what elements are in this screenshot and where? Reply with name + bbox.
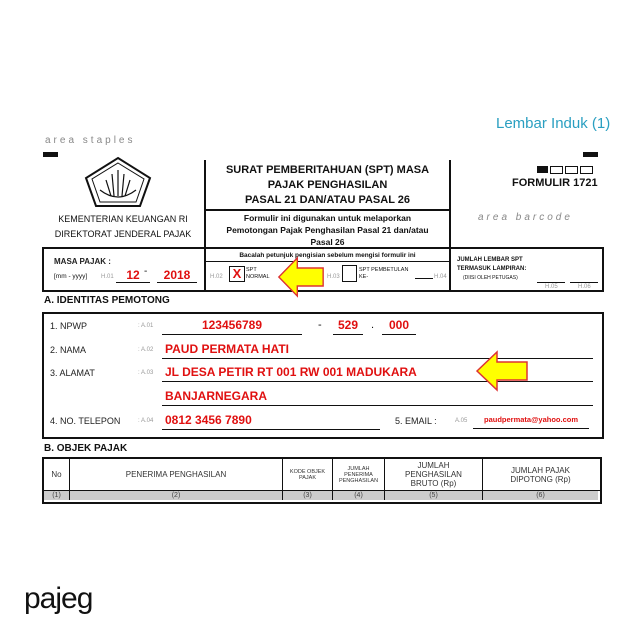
column-number: (5) — [385, 491, 483, 500]
field-code: H.06 — [578, 284, 591, 290]
alamat-field-line2[interactable]: BANJARNEGARA — [162, 389, 593, 406]
masa-format: [mm - yyyy] — [54, 273, 88, 280]
section-a-heading: A. IDENTITAS PEMOTONG — [44, 295, 170, 306]
telepon-field[interactable]: 0812 3456 7890 — [162, 413, 380, 430]
section-b-heading: B. OBJEK PAJAK — [44, 443, 128, 454]
field-code: H.02 — [210, 274, 223, 280]
ministry-logo — [84, 156, 152, 208]
field-code: : A.03 — [138, 370, 154, 376]
lampiran-note: (DIISI OLEH PETUGAS) — [463, 275, 518, 281]
field-code: H.05 — [545, 284, 558, 290]
npwp-code-field[interactable]: 000 — [382, 318, 416, 335]
sheet-label: Lembar Induk (1) — [496, 115, 611, 132]
column-header: No — [44, 459, 70, 490]
arrow-pointer-icon — [277, 256, 325, 298]
npwp-branch-field[interactable]: 529 — [333, 318, 363, 335]
nama-label: 2. NAMA — [50, 345, 87, 355]
spt-normal-checkbox[interactable]: X — [229, 266, 245, 282]
brand-logo: pajeg — [24, 582, 93, 615]
form-description: Formulir ini digunakan untuk melaporkan — [243, 213, 412, 223]
instruction: Bacalah petunjuk pengisian sebelum mengisi formulir ini — [239, 252, 416, 259]
npwp-label: 1. NPWP — [50, 321, 88, 331]
field-code: A.05 — [455, 418, 468, 424]
spt-pembetulan-checkbox[interactable] — [342, 265, 357, 282]
separator: - — [318, 319, 322, 331]
form-title: PASAL 21 DAN/ATAU PASAL 26 — [244, 194, 411, 206]
masa-label: MASA PAJAK : — [54, 257, 111, 266]
separator: - — [144, 266, 148, 277]
form-description: Pemotongan Pajak Penghasilan Pasal 21 dan/atau — [226, 225, 429, 235]
field-code: : A.02 — [138, 347, 154, 353]
masa-year[interactable]: 2018 — [157, 268, 197, 283]
area-barcode: area barcode — [478, 212, 573, 223]
email-field[interactable]: paudpermata@yahoo.com — [473, 415, 589, 429]
form-title: PAJAK PENGHASILAN — [267, 179, 388, 191]
field-code: H.04 — [434, 274, 447, 280]
lampiran-label: JUMLAH LEMBAR SPT — [457, 257, 523, 263]
area-staples: area staples — [45, 135, 136, 146]
column-number: (3) — [283, 491, 333, 500]
nama-field[interactable]: PAUD PERMATA HATI — [162, 342, 593, 359]
column-number: (4) — [333, 491, 385, 500]
arrow-pointer-icon — [475, 350, 529, 392]
field-code: : A.01 — [138, 323, 154, 329]
column-header: KODE OBJEK PAJAK — [283, 459, 333, 490]
field-code: H.01 — [101, 274, 114, 280]
separator: . — [371, 319, 375, 331]
column-number: (1) — [44, 491, 70, 500]
column-header: JUMLAH PAJAK DIPOTONG (Rp) — [510, 465, 571, 484]
staple-mark — [43, 152, 58, 157]
column-number: (2) — [70, 491, 283, 500]
column-header: JUMLAH PENERIMA PENGHASILAN — [333, 459, 385, 490]
sheet-indicator — [537, 166, 593, 174]
column-number: (6) — [483, 491, 598, 500]
column-header: JUMLAH PENGHASILAN BRUTO (Rp) — [385, 459, 483, 490]
npwp-field[interactable]: 123456789 — [162, 318, 302, 335]
form-description: Pasal 26 — [310, 237, 345, 247]
divider — [204, 209, 451, 211]
form-code: FORMULIR 1721 — [512, 177, 598, 189]
telepon-label: 4. NO. TELEPON — [50, 416, 121, 426]
field-code: : A.04 — [138, 418, 154, 424]
spt-pembetulan-label: SPT PEMBETULAN KE- — [359, 267, 409, 280]
alamat-label: 3. ALAMAT — [50, 368, 95, 378]
field-code: H.03 — [327, 274, 340, 280]
barcode-mark — [583, 152, 598, 157]
directorate-name: DIREKTORAT JENDERAL PAJAK — [54, 229, 192, 239]
email-label: 5. EMAIL : — [395, 416, 437, 426]
masa-month[interactable]: 12 — [116, 268, 150, 283]
spt-normal-label: SPT NORMAL — [246, 267, 270, 280]
form-title: SURAT PEMBERITAHUAN (SPT) MASA — [225, 164, 430, 176]
column-header: PENERIMA PENGHASILAN — [70, 459, 283, 490]
ministry-name: KEMENTERIAN KEUANGAN RI — [58, 214, 188, 224]
alamat-field[interactable]: JL DESA PETIR RT 001 RW 001 MADUKARA — [162, 365, 593, 382]
lampiran-label: TERMASUK LAMPIRAN: — [457, 266, 527, 272]
